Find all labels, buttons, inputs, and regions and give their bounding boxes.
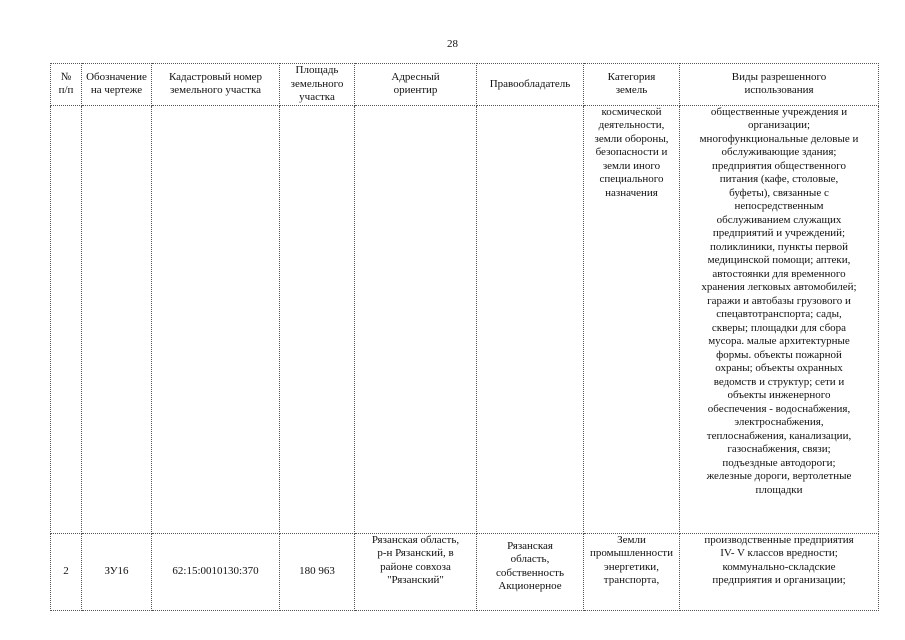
cell-area	[280, 105, 355, 533]
cell-number: 2	[51, 533, 82, 610]
cell-cadastral-number	[152, 105, 280, 533]
cell-number	[51, 105, 82, 533]
header-land-category: Категория земель	[584, 64, 680, 106]
table-row	[51, 533, 879, 610]
header-area: Площадь земельного участка	[280, 64, 355, 106]
cell-area: 180 963	[280, 533, 355, 610]
cell-address	[355, 105, 477, 533]
page-number: 28	[447, 38, 458, 50]
land-plots-table	[50, 63, 879, 611]
cell-land-category: Земли промышленности энергетики, транспорта,	[584, 533, 680, 610]
cell-address: Рязанская область, р-н Рязанский, в районе совхоза "Рязанский"	[355, 533, 477, 610]
cell-cadastral-number: 62:15:0010130:370	[152, 533, 280, 610]
header-cadastral-number: Кадастровый номер земельного участка	[152, 64, 280, 106]
cell-owner: Рязанская область, собственность Акционерное	[477, 533, 584, 610]
cell-permitted-use: общественные учреждения и организации; многофункциональные деловые и обслуживающие здания; предприятия общественного питания (кафе, столовые, буфеты), связанные с непосредственным обслуживанием служащих предприятий и учреждений; поликлиники, пункты первой медицинской помощи; аптеки, автостоянки для временного хранения легковых автомобилей; гаражи и автобазы грузового и спецавтотранспорта; сады, скверы; площадки для сбора мусора. малые архитектурные формы. объекты пожарной охраны; объекты охранных ведомств и структур; сети и объекты инженерного обеспечения - водоснабжения, электроснабжения, теплоснабжения, канализации, газоснабжения, связи; подъездные автодороги; железные дороги, вертолетные площадки	[680, 105, 879, 533]
header-designation: Обозначение на чертеже	[82, 64, 152, 106]
table-row-continuation	[51, 105, 879, 533]
header-number: № п/п	[51, 64, 82, 106]
header-address: Адресный ориентир	[355, 64, 477, 106]
cell-designation	[82, 105, 152, 533]
header-permitted-use: Виды разрешенного использования	[680, 64, 879, 106]
cell-designation: ЗУ16	[82, 533, 152, 610]
cell-land-category: космической деятельности, земли обороны, безопасности и земли иного специального назначения	[584, 105, 680, 533]
cell-permitted-use: производственные предприятия IV- V классов вредности; коммунально-складские предприятия и организации;	[680, 533, 879, 610]
cell-owner	[477, 105, 584, 533]
header-owner: Правообладатель	[477, 64, 584, 106]
table-header-row	[51, 64, 879, 106]
